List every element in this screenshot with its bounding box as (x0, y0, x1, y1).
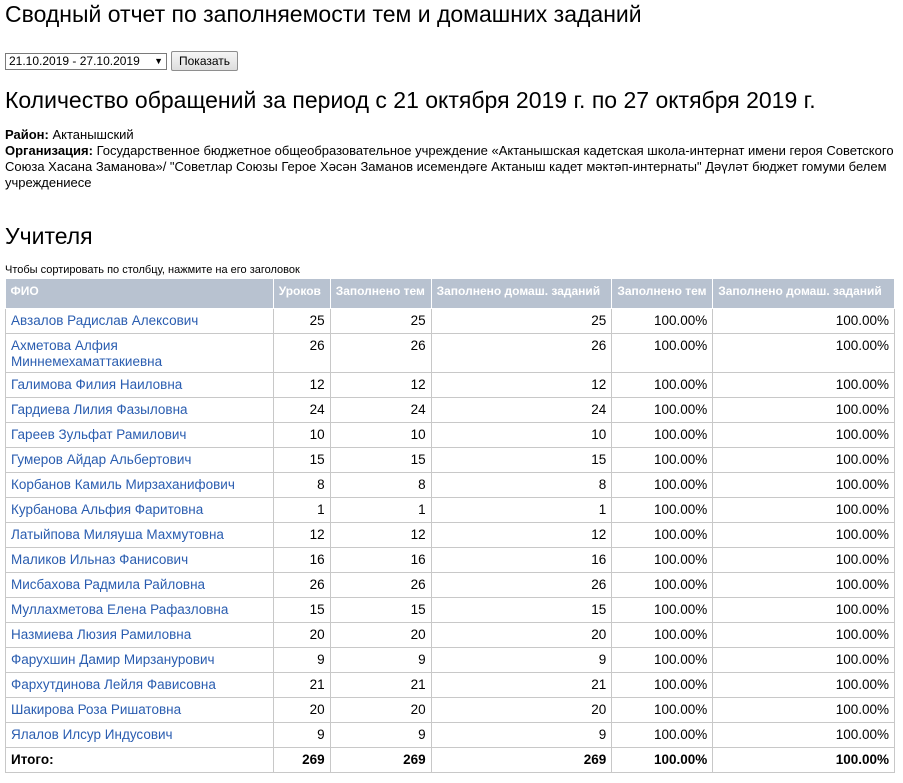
teacher-name-link[interactable]: Авзалов Радислав Алексович (11, 313, 199, 328)
table-row (6, 648, 895, 673)
hw-filled-cell: 12 (431, 373, 612, 398)
teacher-name-link[interactable]: Галимова Филия Наиловна (11, 377, 183, 392)
column-header-hw-pct[interactable]: Заполнено домаш. заданий (713, 279, 895, 309)
hw-pct-cell: 100.00% (713, 723, 895, 748)
column-header-themes-filled[interactable]: Заполнено тем (330, 279, 431, 309)
lessons-cell: 10 (273, 423, 330, 448)
period-select-value: 21.10.2019 - 27.10.2019 (9, 53, 140, 68)
lessons-cell: 24 (273, 398, 330, 423)
lessons-cell: 8 (273, 473, 330, 498)
themes-filled-cell: 20 (330, 623, 431, 648)
teacher-name-cell (6, 648, 274, 673)
themes-filled-cell: 1 (330, 498, 431, 523)
themes-pct-cell: 100.00% (612, 309, 713, 334)
table-row (6, 598, 895, 623)
section-title: Учителя (5, 223, 93, 249)
lessons-cell: 26 (273, 573, 330, 598)
teacher-name-cell (6, 698, 274, 723)
dropdown-arrow-icon: ▼ (154, 55, 163, 66)
teacher-name-cell (6, 334, 274, 373)
total-row (6, 748, 895, 773)
teacher-name-link[interactable]: Латыйпова Миляуша Махмутовна (11, 527, 224, 542)
column-header-themes-pct[interactable]: Заполнено тем (612, 279, 713, 309)
table-row (6, 548, 895, 573)
hw-pct-cell: 100.00% (713, 623, 895, 648)
teacher-name-cell (6, 723, 274, 748)
lessons-cell: 20 (273, 623, 330, 648)
teacher-name-cell (6, 448, 274, 473)
hw-pct-cell: 100.00% (713, 548, 895, 573)
lessons-cell: 1 (273, 498, 330, 523)
teacher-name-link[interactable]: Шакирова Роза Ришатовна (11, 702, 182, 717)
teacher-name-link[interactable]: Ахметова Алфия Миннемехаматтакиевна (11, 338, 163, 369)
organization-value: Государственное бюджетное общеобразовательное учреждение «Актанышская кадетская школа-интернат имени героя Советского Союза Хасана Заманова»/ "Советлар Союзы Герое Хәсән Заманов исемендәге Актаныш кадет мәктәп-интернаты" Дәүләт бюджет гомуми белем учреждениесе (5, 143, 894, 190)
teacher-name-cell (6, 548, 274, 573)
total-lessons: 269 (273, 748, 330, 773)
themes-pct-cell: 100.00% (612, 473, 713, 498)
teacher-name-cell (6, 498, 274, 523)
themes-pct-cell: 100.00% (612, 723, 713, 748)
themes-filled-cell: 26 (330, 334, 431, 373)
teacher-name-cell (6, 598, 274, 623)
column-header-name[interactable]: ФИО (6, 279, 274, 309)
lessons-cell: 20 (273, 698, 330, 723)
hw-pct-cell: 100.00% (713, 673, 895, 698)
teacher-name-link[interactable]: Гумеров Айдар Альбертович (11, 452, 192, 467)
hw-filled-cell: 9 (431, 648, 612, 673)
table-row (6, 498, 895, 523)
themes-filled-cell: 9 (330, 723, 431, 748)
table-row (6, 698, 895, 723)
teacher-name-link[interactable]: Назмиева Люзия Рамиловна (11, 627, 192, 642)
teacher-name-link[interactable]: Фарухшин Дамир Мирзанурович (11, 652, 215, 667)
table-row (6, 309, 895, 334)
lessons-cell: 9 (273, 648, 330, 673)
table-row (6, 723, 895, 748)
total-themes-pct: 100.00% (612, 748, 713, 773)
table-row (6, 573, 895, 598)
period-controls (5, 51, 238, 71)
teacher-name-cell (6, 523, 274, 548)
hw-pct-cell: 100.00% (713, 473, 895, 498)
teacher-name-link[interactable]: Мисбахова Радмила Райловна (11, 577, 206, 592)
organization-line (5, 143, 895, 191)
hw-pct-cell: 100.00% (713, 598, 895, 623)
lessons-cell: 21 (273, 673, 330, 698)
table-row (6, 373, 895, 398)
themes-filled-cell: 20 (330, 698, 431, 723)
teacher-name-link[interactable]: Ялалов Илсур Индусович (11, 727, 173, 742)
hw-filled-cell: 16 (431, 548, 612, 573)
lessons-cell: 26 (273, 334, 330, 373)
hw-pct-cell: 100.00% (713, 698, 895, 723)
themes-pct-cell: 100.00% (612, 423, 713, 448)
themes-pct-cell: 100.00% (612, 334, 713, 373)
teachers-table (5, 278, 895, 773)
table-row (6, 334, 895, 373)
period-select[interactable] (5, 53, 167, 70)
total-hw: 269 (431, 748, 612, 773)
lessons-cell: 15 (273, 448, 330, 473)
organization-label: Организация: (5, 143, 93, 158)
themes-filled-cell: 25 (330, 309, 431, 334)
hw-pct-cell: 100.00% (713, 423, 895, 448)
themes-filled-cell: 12 (330, 523, 431, 548)
show-button[interactable]: Показать (171, 51, 238, 71)
hw-pct-cell: 100.00% (713, 573, 895, 598)
themes-pct-cell: 100.00% (612, 698, 713, 723)
lessons-cell: 12 (273, 523, 330, 548)
hw-filled-cell: 26 (431, 573, 612, 598)
teacher-name-cell (6, 309, 274, 334)
hw-filled-cell: 25 (431, 309, 612, 334)
hw-pct-cell: 100.00% (713, 523, 895, 548)
themes-filled-cell: 21 (330, 673, 431, 698)
total-hw-pct: 100.00% (713, 748, 895, 773)
table-row (6, 623, 895, 648)
hw-filled-cell: 24 (431, 398, 612, 423)
table-row (6, 398, 895, 423)
themes-pct-cell: 100.00% (612, 573, 713, 598)
teacher-name-link[interactable]: Курбанова Альфия Фаритовна (11, 502, 204, 517)
sort-hint: Чтобы сортировать по столбцу, нажмите на его заголовок (5, 264, 300, 276)
table-row (6, 523, 895, 548)
themes-filled-cell: 8 (330, 473, 431, 498)
lessons-cell: 15 (273, 598, 330, 623)
teacher-name-link[interactable]: Фархутдинова Лейля Фависовна (11, 677, 216, 692)
lessons-cell: 9 (273, 723, 330, 748)
teacher-name-link[interactable]: Корбанов Камиль Мирзаханифович (11, 477, 235, 492)
hw-filled-cell: 21 (431, 673, 612, 698)
themes-pct-cell: 100.00% (612, 548, 713, 573)
hw-pct-cell: 100.00% (713, 398, 895, 423)
district-value: Актанышский (52, 127, 134, 142)
themes-pct-cell: 100.00% (612, 598, 713, 623)
teacher-name-cell (6, 573, 274, 598)
lessons-cell: 16 (273, 548, 330, 573)
themes-filled-cell: 24 (330, 398, 431, 423)
teacher-name-cell (6, 398, 274, 423)
hw-filled-cell: 10 (431, 423, 612, 448)
hw-filled-cell: 12 (431, 523, 612, 548)
themes-filled-cell: 15 (330, 598, 431, 623)
themes-pct-cell: 100.00% (612, 448, 713, 473)
period-heading: Количество обращений за период с 21 октября 2019 г. по 27 октября 2019 г. (5, 87, 816, 113)
themes-filled-cell: 26 (330, 573, 431, 598)
teacher-name-link[interactable]: Гардиева Лилия Фазыловна (11, 402, 188, 417)
table-header-row (6, 279, 895, 309)
themes-pct-cell: 100.00% (612, 498, 713, 523)
column-header-lessons[interactable]: Уроков (273, 279, 330, 309)
hw-pct-cell: 100.00% (713, 334, 895, 373)
table-row (6, 473, 895, 498)
district-line (5, 127, 895, 143)
table-row (6, 423, 895, 448)
hw-filled-cell: 26 (431, 334, 612, 373)
hw-filled-cell: 9 (431, 723, 612, 748)
total-themes: 269 (330, 748, 431, 773)
hw-pct-cell: 100.00% (713, 448, 895, 473)
themes-filled-cell: 12 (330, 373, 431, 398)
teacher-name-cell (6, 373, 274, 398)
themes-pct-cell: 100.00% (612, 623, 713, 648)
hw-filled-cell: 8 (431, 473, 612, 498)
lessons-cell: 25 (273, 309, 330, 334)
teacher-name-cell (6, 473, 274, 498)
themes-pct-cell: 100.00% (612, 373, 713, 398)
teacher-name-link[interactable]: Муллахметова Елена Рафазловна (11, 602, 229, 617)
hw-filled-cell: 1 (431, 498, 612, 523)
hw-filled-cell: 20 (431, 623, 612, 648)
teacher-name-link[interactable]: Гареев Зульфат Рамилович (11, 427, 187, 442)
total-label: Итого: (6, 748, 274, 773)
table-row (6, 448, 895, 473)
district-label: Район: (5, 127, 49, 142)
teacher-name-cell (6, 423, 274, 448)
themes-pct-cell: 100.00% (612, 648, 713, 673)
themes-filled-cell: 16 (330, 548, 431, 573)
hw-pct-cell: 100.00% (713, 648, 895, 673)
hw-pct-cell: 100.00% (713, 373, 895, 398)
themes-filled-cell: 15 (330, 448, 431, 473)
hw-pct-cell: 100.00% (713, 309, 895, 334)
page-title: Сводный отчет по заполняемости тем и домашних заданий (5, 1, 642, 27)
column-header-hw-filled[interactable]: Заполнено домаш. заданий (431, 279, 612, 309)
hw-filled-cell: 15 (431, 598, 612, 623)
themes-pct-cell: 100.00% (612, 398, 713, 423)
teacher-name-cell (6, 673, 274, 698)
org-info (5, 127, 895, 191)
hw-pct-cell: 100.00% (713, 498, 895, 523)
themes-filled-cell: 10 (330, 423, 431, 448)
teacher-name-cell (6, 623, 274, 648)
hw-filled-cell: 15 (431, 448, 612, 473)
lessons-cell: 12 (273, 373, 330, 398)
themes-pct-cell: 100.00% (612, 523, 713, 548)
teacher-name-link[interactable]: Маликов Ильназ Фанисович (11, 552, 189, 567)
hw-filled-cell: 20 (431, 698, 612, 723)
themes-pct-cell: 100.00% (612, 673, 713, 698)
themes-filled-cell: 9 (330, 648, 431, 673)
table-row (6, 673, 895, 698)
